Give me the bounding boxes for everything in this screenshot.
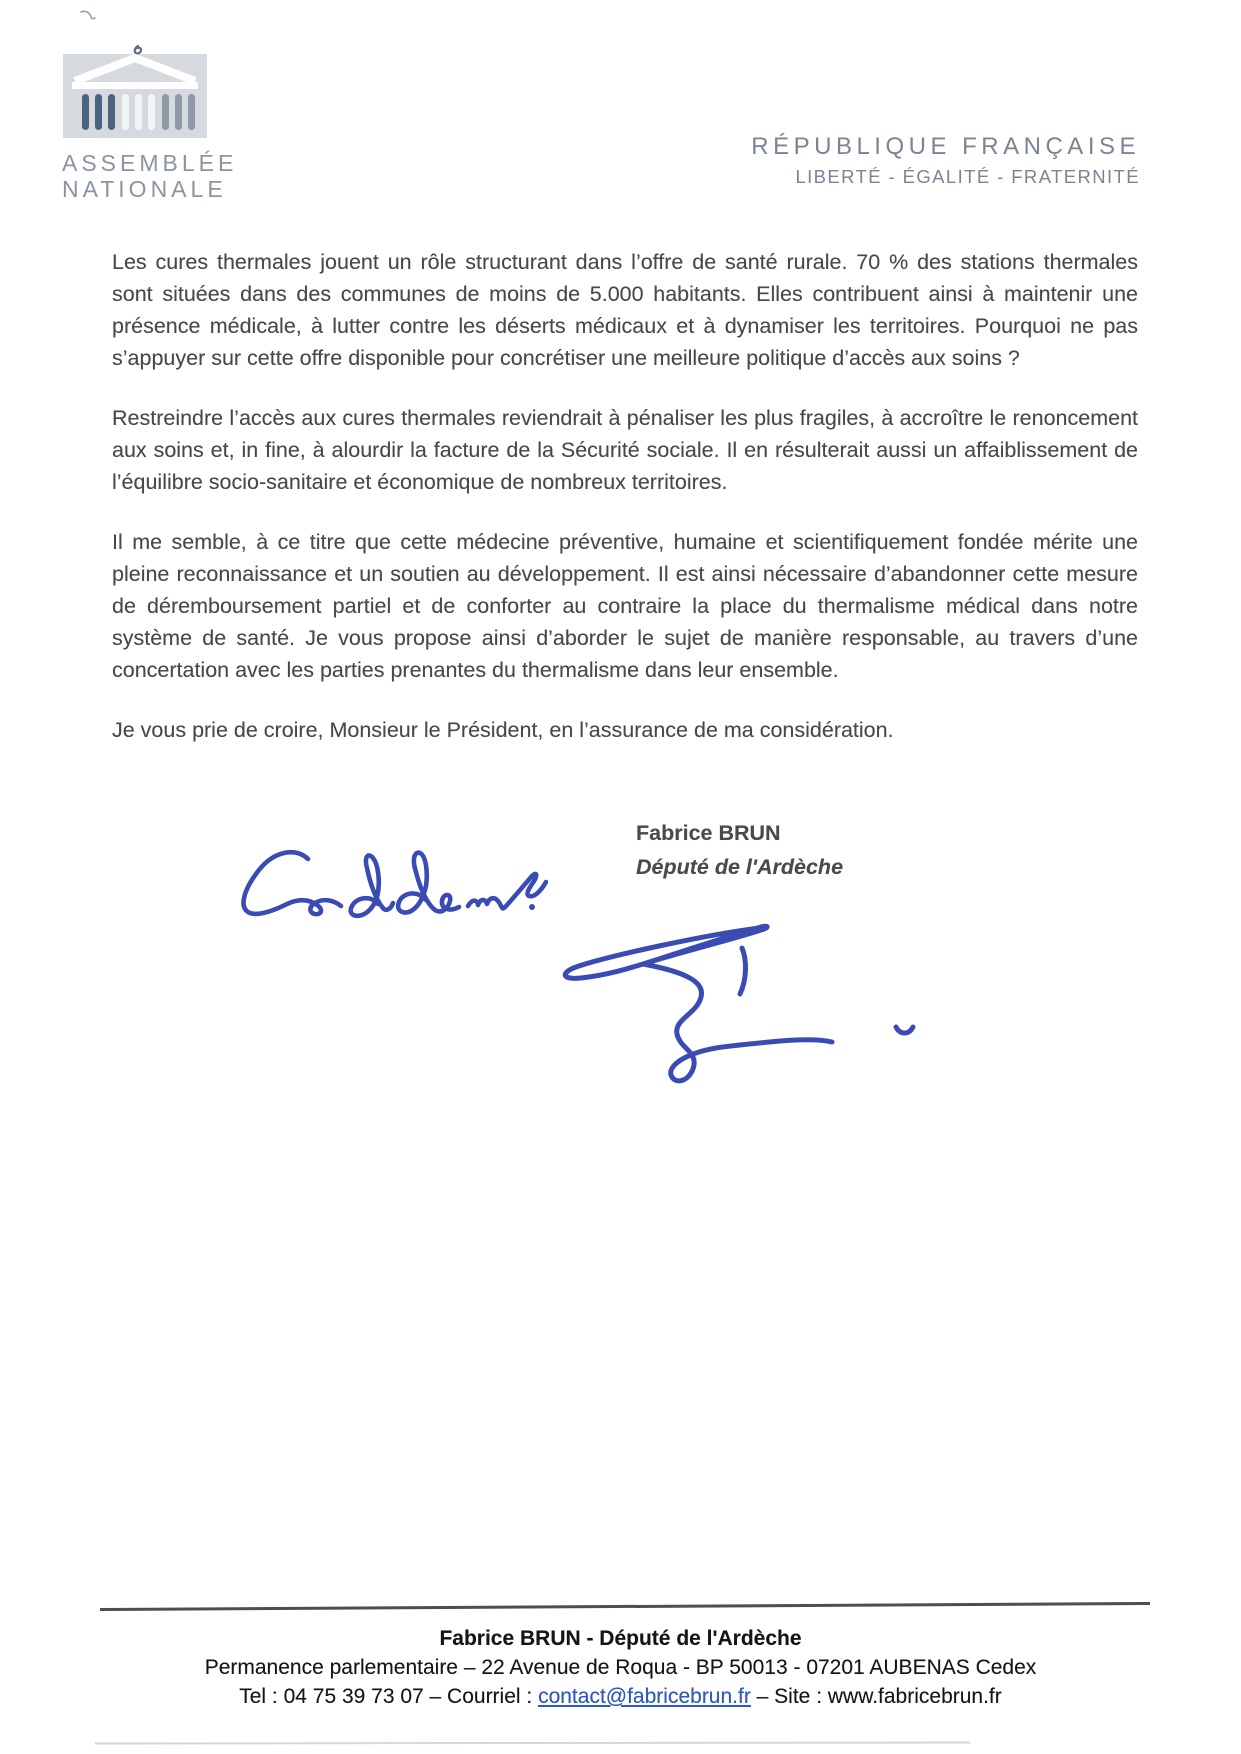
footer-divider-line: [100, 1602, 1150, 1611]
footer-address: Permanence parlementaire – 22 Avenue de Roqua - BP 50013 - 07201 AUBENAS Cedex: [204, 1656, 1037, 1679]
footer-website-label: – Site : www.fabricebrun.fr: [750, 1685, 1002, 1708]
assemblee-nationale-emblem-icon: [62, 44, 208, 142]
assemblee-nationale-logo: [62, 44, 238, 202]
letter-body: [112, 246, 1138, 774]
logo-line-assemblee: ASSEMBLÉE: [62, 150, 238, 176]
footer-phone-label: Tel : 04 75 39 73 07 – Courriel :: [239, 1685, 539, 1708]
footer-contact-block: [0, 1624, 1241, 1711]
signature-block: [636, 820, 843, 880]
footer-deputy-name: Fabrice BRUN - Député de l'Ardèche: [439, 1627, 802, 1650]
handwritten-signature: [528, 898, 958, 1103]
signatory-name: Fabrice BRUN: [636, 821, 781, 845]
logo-wordmark: [62, 150, 238, 202]
paragraph-closing-formula: Je vous prie de croire, Monsieur le Président, en l’assurance de ma considération.: [112, 718, 894, 742]
liberte-egalite-fraternite-motto: LIBERTÉ - ÉGALITÉ - FRATERNITÉ: [795, 166, 1140, 187]
paragraph-cures-thermales: Les cures thermales jouent un rôle structurant dans l’offre de santé rurale. 70 % des stations thermales sont situées dans des communes de moins de 5.000 habitants. Elles contribuent ainsi à maintenir une présence médicale, à lutter contre les déserts médicaux et à dynamiser les territoires. Pourquoi ne pas s’appuyer sur cette offre disponible pour concrétiser une meilleure politique d’accès aux soins ?: [112, 250, 1138, 370]
paragraph-il-me-semble: Il me semble, à ce titre que cette médecine préventive, humaine et scientifiquement fondée mérite une pleine reconnaissance et un soutien au développement. Il est ainsi nécessaire d’abandonner cette mesure de déremboursement partiel et de conforter au contraire la place du thermalisme médical dans notre système de santé. Je vous propose ainsi d’aborder le sujet de manière responsable, au travers d’une concertation avec les parties prenantes du thermalisme dans leur ensemble.: [112, 530, 1138, 682]
handwritten-cordialement: [228, 843, 548, 938]
signatory-title: Député de l'Ardèche: [636, 855, 844, 879]
paragraph-restreindre-acces: Restreindre l’accès aux cures thermales reviendrait à pénaliser les plus fragiles, à accroître le renoncement aux soins et, in fine, à alourdir la facture de la Sécurité sociale. Il en résulterait aussi un affaiblissement de l’équilibre socio-sanitaire et économique de nombreux territoires.: [112, 406, 1138, 494]
republique-francaise-title: RÉPUBLIQUE FRANÇAISE: [751, 133, 1140, 160]
footer-contact-line: [0, 1682, 1241, 1711]
footer-email-link[interactable]: contact@fabricebrun.fr: [538, 1685, 751, 1708]
scan-bottom-edge-line: [95, 1741, 970, 1744]
scan-artifact-mark: [78, 8, 102, 26]
republique-francaise-header: [751, 133, 1140, 188]
logo-line-nationale: NATIONALE: [62, 176, 227, 202]
